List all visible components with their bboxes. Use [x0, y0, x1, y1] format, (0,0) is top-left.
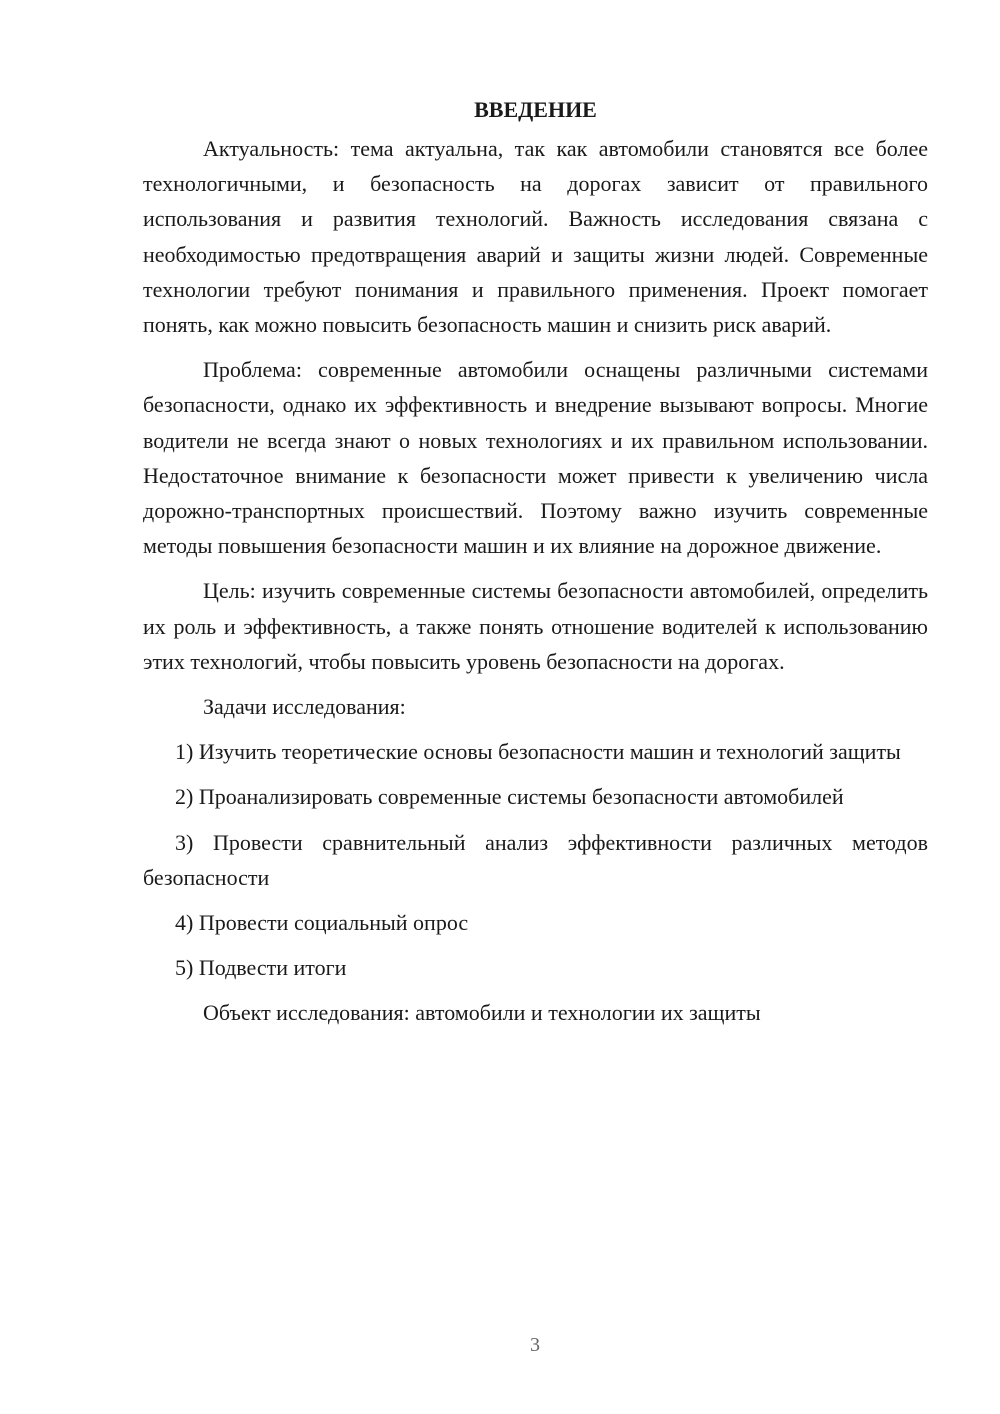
task-item-3: 3) Провести сравнительный анализ эффективности различных методов безопасности: [143, 829, 928, 890]
paragraph-problem: Проблема: современные автомобили оснащены различными системами безопасности, однако их эффективность и внедрение вызывают вопросы. Многие водители не всегда знают о новых технологиях и их правильном использовании. Недостаточное внимание к безопасности может привести к увеличению числа дорожно-транспортных происшествий. Поэтому важно изучить современные методы повышения безопасности машин и их влияние на дорожное движение.: [143, 357, 928, 559]
document-page: [143, 92, 928, 1041]
paragraph-object: Объект исследования: автомобили и технологии их защиты: [203, 1000, 761, 1026]
paragraph-goal: Цель: изучить современные системы безопасности автомобилей, определить их роль и эффективность, а также понять отношение водителей к использованию этих технологий, чтобы повысить уровень безопасности на дорогах.: [143, 578, 928, 674]
task-item-5: 5) Подвести итоги: [175, 955, 347, 981]
task-item-1: 1) Изучить теоретические основы безопасности машин и технологий защиты: [175, 739, 901, 765]
task-item-4: 4) Провести социальный опрос: [175, 910, 469, 936]
paragraph-relevance: Актуальность: тема актуальна, так как автомобили становятся все более технологичными, и безопасность на дорогах зависит от правильного использования и развития технологий. Важность исследования связана с необходимостью предотвращения аварий и защиты жизни людей. Современные технологии требуют понимания и правильного применения. Проект помогает понять, как можно повысить безопасность машин и снизить риск аварий.: [143, 136, 928, 338]
section-heading: ВВЕДЕНИЕ: [474, 97, 597, 122]
tasks-title: Задачи исследования:: [203, 694, 406, 720]
task-item-2: 2) Проанализировать современные системы безопасности автомобилей: [175, 784, 844, 810]
page-number: 3: [530, 1334, 540, 1356]
